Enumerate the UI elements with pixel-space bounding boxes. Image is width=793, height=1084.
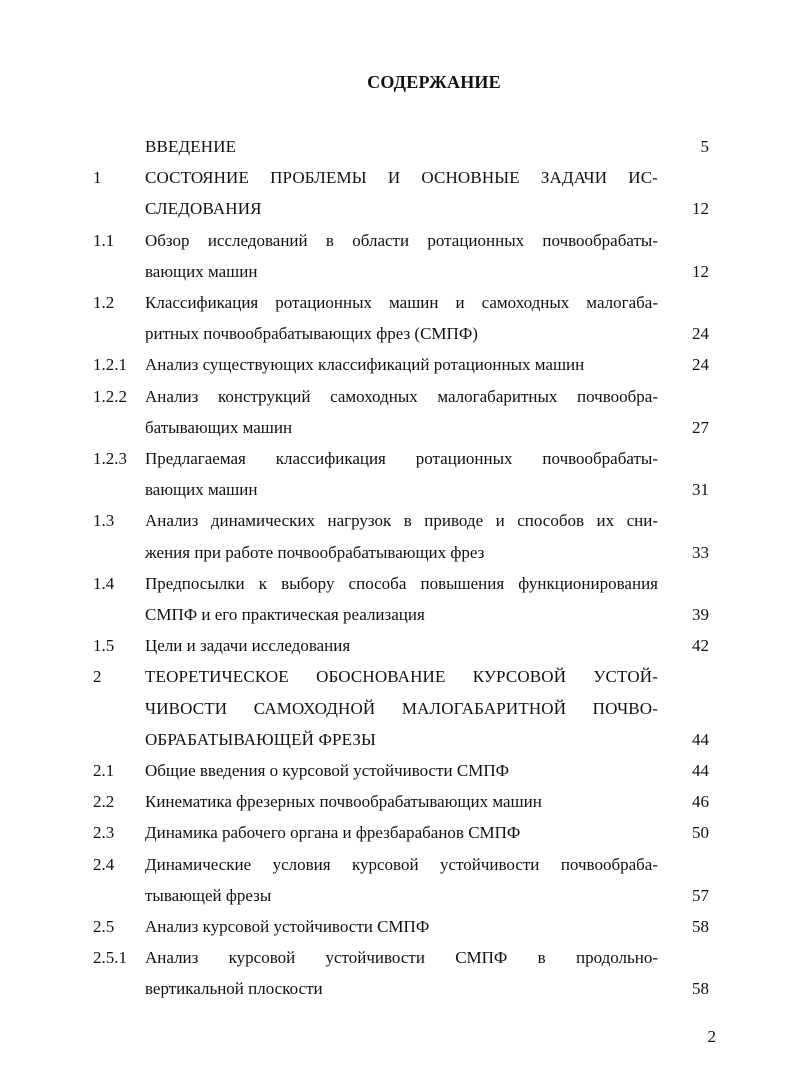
toc-entry-line: Обзор исследований в области ротационных почвообрабаты- [145, 230, 658, 250]
toc-entry-number: 1.2.1 [93, 355, 127, 375]
table-of-contents [0, 131, 793, 1005]
toc-entry-number: 2.2 [93, 792, 115, 812]
toc-entry[interactable] [0, 661, 793, 755]
toc-entry-line: Анализ курсовой устойчивости СМПФ [145, 917, 430, 937]
toc-entry-number: 1.5 [93, 636, 115, 656]
toc-entry-title [145, 630, 658, 661]
toc-entry-line: Динамика рабочего органа и фрезбарабанов СМПФ [145, 823, 521, 843]
toc-entry-page: 33 [692, 542, 709, 562]
toc-entry-line: батывающих машин [145, 417, 293, 437]
toc-entry-page: 27 [692, 417, 709, 437]
toc-entry-title [145, 349, 658, 380]
toc-entry-line: вающих машин [145, 480, 258, 500]
toc-entry-page: 44 [692, 761, 709, 781]
toc-entry-number: 2.5 [93, 917, 115, 937]
toc-entry-page: 58 [692, 979, 709, 999]
toc-entry-title [145, 661, 658, 755]
toc-entry-line: ЧИВОСТИ САМОХОДНОЙ МАЛОГАБАРИТНОЙ ПОЧВО- [145, 698, 658, 718]
toc-entry-page: 46 [692, 792, 709, 812]
toc-entry-number: 1.3 [93, 511, 115, 531]
toc-entry-page: 24 [692, 324, 709, 344]
toc-entry-line: вертикальной плоскости [145, 979, 323, 999]
toc-entry-line: ВВЕДЕНИЕ [145, 137, 237, 156]
toc-entry[interactable] [0, 786, 793, 817]
toc-entry[interactable] [0, 443, 793, 505]
toc-entry[interactable] [0, 131, 793, 162]
toc-entry-number: 1.2.3 [93, 449, 127, 469]
toc-entry-title [145, 131, 658, 162]
toc-entry-number: 1.2 [93, 293, 115, 313]
toc-entry-page: 12 [692, 199, 709, 219]
toc-entry-title [145, 942, 658, 1004]
toc-entry-title [145, 786, 658, 817]
toc-entry-title [145, 505, 658, 567]
toc-entry-page: 42 [692, 636, 709, 656]
toc-entry-page: 5 [700, 137, 709, 156]
toc-title: СОДЕРЖАНИЕ [367, 72, 501, 92]
page-number: 2 [707, 1027, 716, 1046]
toc-entry-page: 50 [692, 823, 709, 843]
toc-entry[interactable] [0, 630, 793, 661]
toc-entry-line: ТЕОРЕТИЧЕСКОЕ ОБОСНОВАНИЕ КУРСОВОЙ УСТОЙ- [145, 667, 658, 687]
toc-entry-title [145, 568, 658, 630]
toc-entry-title [145, 162, 658, 224]
toc-entry-title [145, 443, 658, 505]
toc-entry-number: 1 [93, 168, 102, 188]
toc-entry-line: Анализ курсовой устойчивости СМПФ в продольно- [145, 948, 658, 968]
toc-entry-line: тывающей фрезы [145, 885, 272, 905]
toc-entry-line: Цели и задачи исследования [145, 636, 351, 656]
toc-entry-number: 1.4 [93, 573, 115, 593]
toc-entry-line: СОСТОЯНИЕ ПРОБЛЕМЫ И ОСНОВНЫЕ ЗАДАЧИ ИС- [145, 168, 658, 188]
toc-entry[interactable] [0, 505, 793, 567]
toc-entry[interactable] [0, 849, 793, 911]
toc-entry[interactable] [0, 817, 793, 848]
toc-entry-page: 12 [692, 261, 709, 281]
toc-entry-line: ОБРАБАТЫВАЮЩЕЙ ФРЕЗЫ [145, 729, 377, 749]
toc-entry-line: СЛЕДОВАНИЯ [145, 199, 262, 219]
toc-entry-line: СМПФ и его практическая реализация [145, 605, 425, 625]
toc-entry[interactable] [0, 911, 793, 942]
toc-entry-line: Предлагаемая классификация ротационных почвообрабаты- [145, 449, 658, 469]
toc-entry-number: 2.4 [93, 854, 115, 874]
toc-entry-line: Анализ конструкций самоходных малогабаритных почвообра- [145, 386, 658, 406]
toc-entry-page: 57 [692, 885, 709, 905]
toc-entry-number: 2.3 [93, 823, 115, 843]
toc-entry[interactable] [0, 162, 793, 224]
toc-entry-line: вающих машин [145, 261, 258, 281]
toc-entry-number: 2.1 [93, 761, 115, 781]
toc-entry-line: Динамические условия курсовой устойчивости почвообраба- [145, 854, 658, 874]
toc-entry-line: жения при работе почвообрабатывающих фрез [145, 542, 485, 562]
toc-entry-line: Кинематика фрезерных почвообрабатывающих машин [145, 792, 542, 812]
toc-entry-title [145, 849, 658, 911]
toc-entry-page: 24 [692, 355, 709, 375]
toc-entry[interactable] [0, 349, 793, 380]
toc-entry-page: 39 [692, 605, 709, 625]
toc-entry-line: ритных почвообрабатывающих фрез (СМПФ) [145, 324, 478, 344]
toc-entry-line: Общие введения о курсовой устойчивости СМПФ [145, 761, 510, 781]
toc-entry[interactable] [0, 568, 793, 630]
toc-entry-title [145, 755, 658, 786]
toc-entry-line: Предпосылки к выбору способа повышения функционирования [145, 573, 658, 593]
toc-entry-title [145, 225, 658, 287]
toc-entry-number: 2.5.1 [93, 948, 127, 968]
toc-entry[interactable] [0, 287, 793, 349]
toc-entry-title [145, 381, 658, 443]
toc-entry-page: 44 [692, 729, 709, 749]
toc-entry-title [145, 287, 658, 349]
toc-entry-number: 2 [93, 667, 102, 687]
toc-entry-page: 58 [692, 917, 709, 937]
toc-entry[interactable] [0, 942, 793, 1004]
toc-entry-title [145, 911, 658, 942]
toc-entry-line: Анализ существующих классификаций ротационных машин [145, 355, 585, 375]
toc-entry-line: Анализ динамических нагрузок в приводе и способов их сни- [145, 511, 658, 531]
toc-entry-number: 1.2.2 [93, 386, 127, 406]
toc-entry-line: Классификация ротационных машин и самоходных малогаба- [145, 293, 658, 313]
toc-entry[interactable] [0, 755, 793, 786]
toc-entry-page: 31 [692, 480, 709, 500]
toc-entry-title [145, 817, 658, 848]
toc-entry[interactable] [0, 225, 793, 287]
toc-entry-number: 1.1 [93, 230, 115, 250]
toc-entry[interactable] [0, 381, 793, 443]
